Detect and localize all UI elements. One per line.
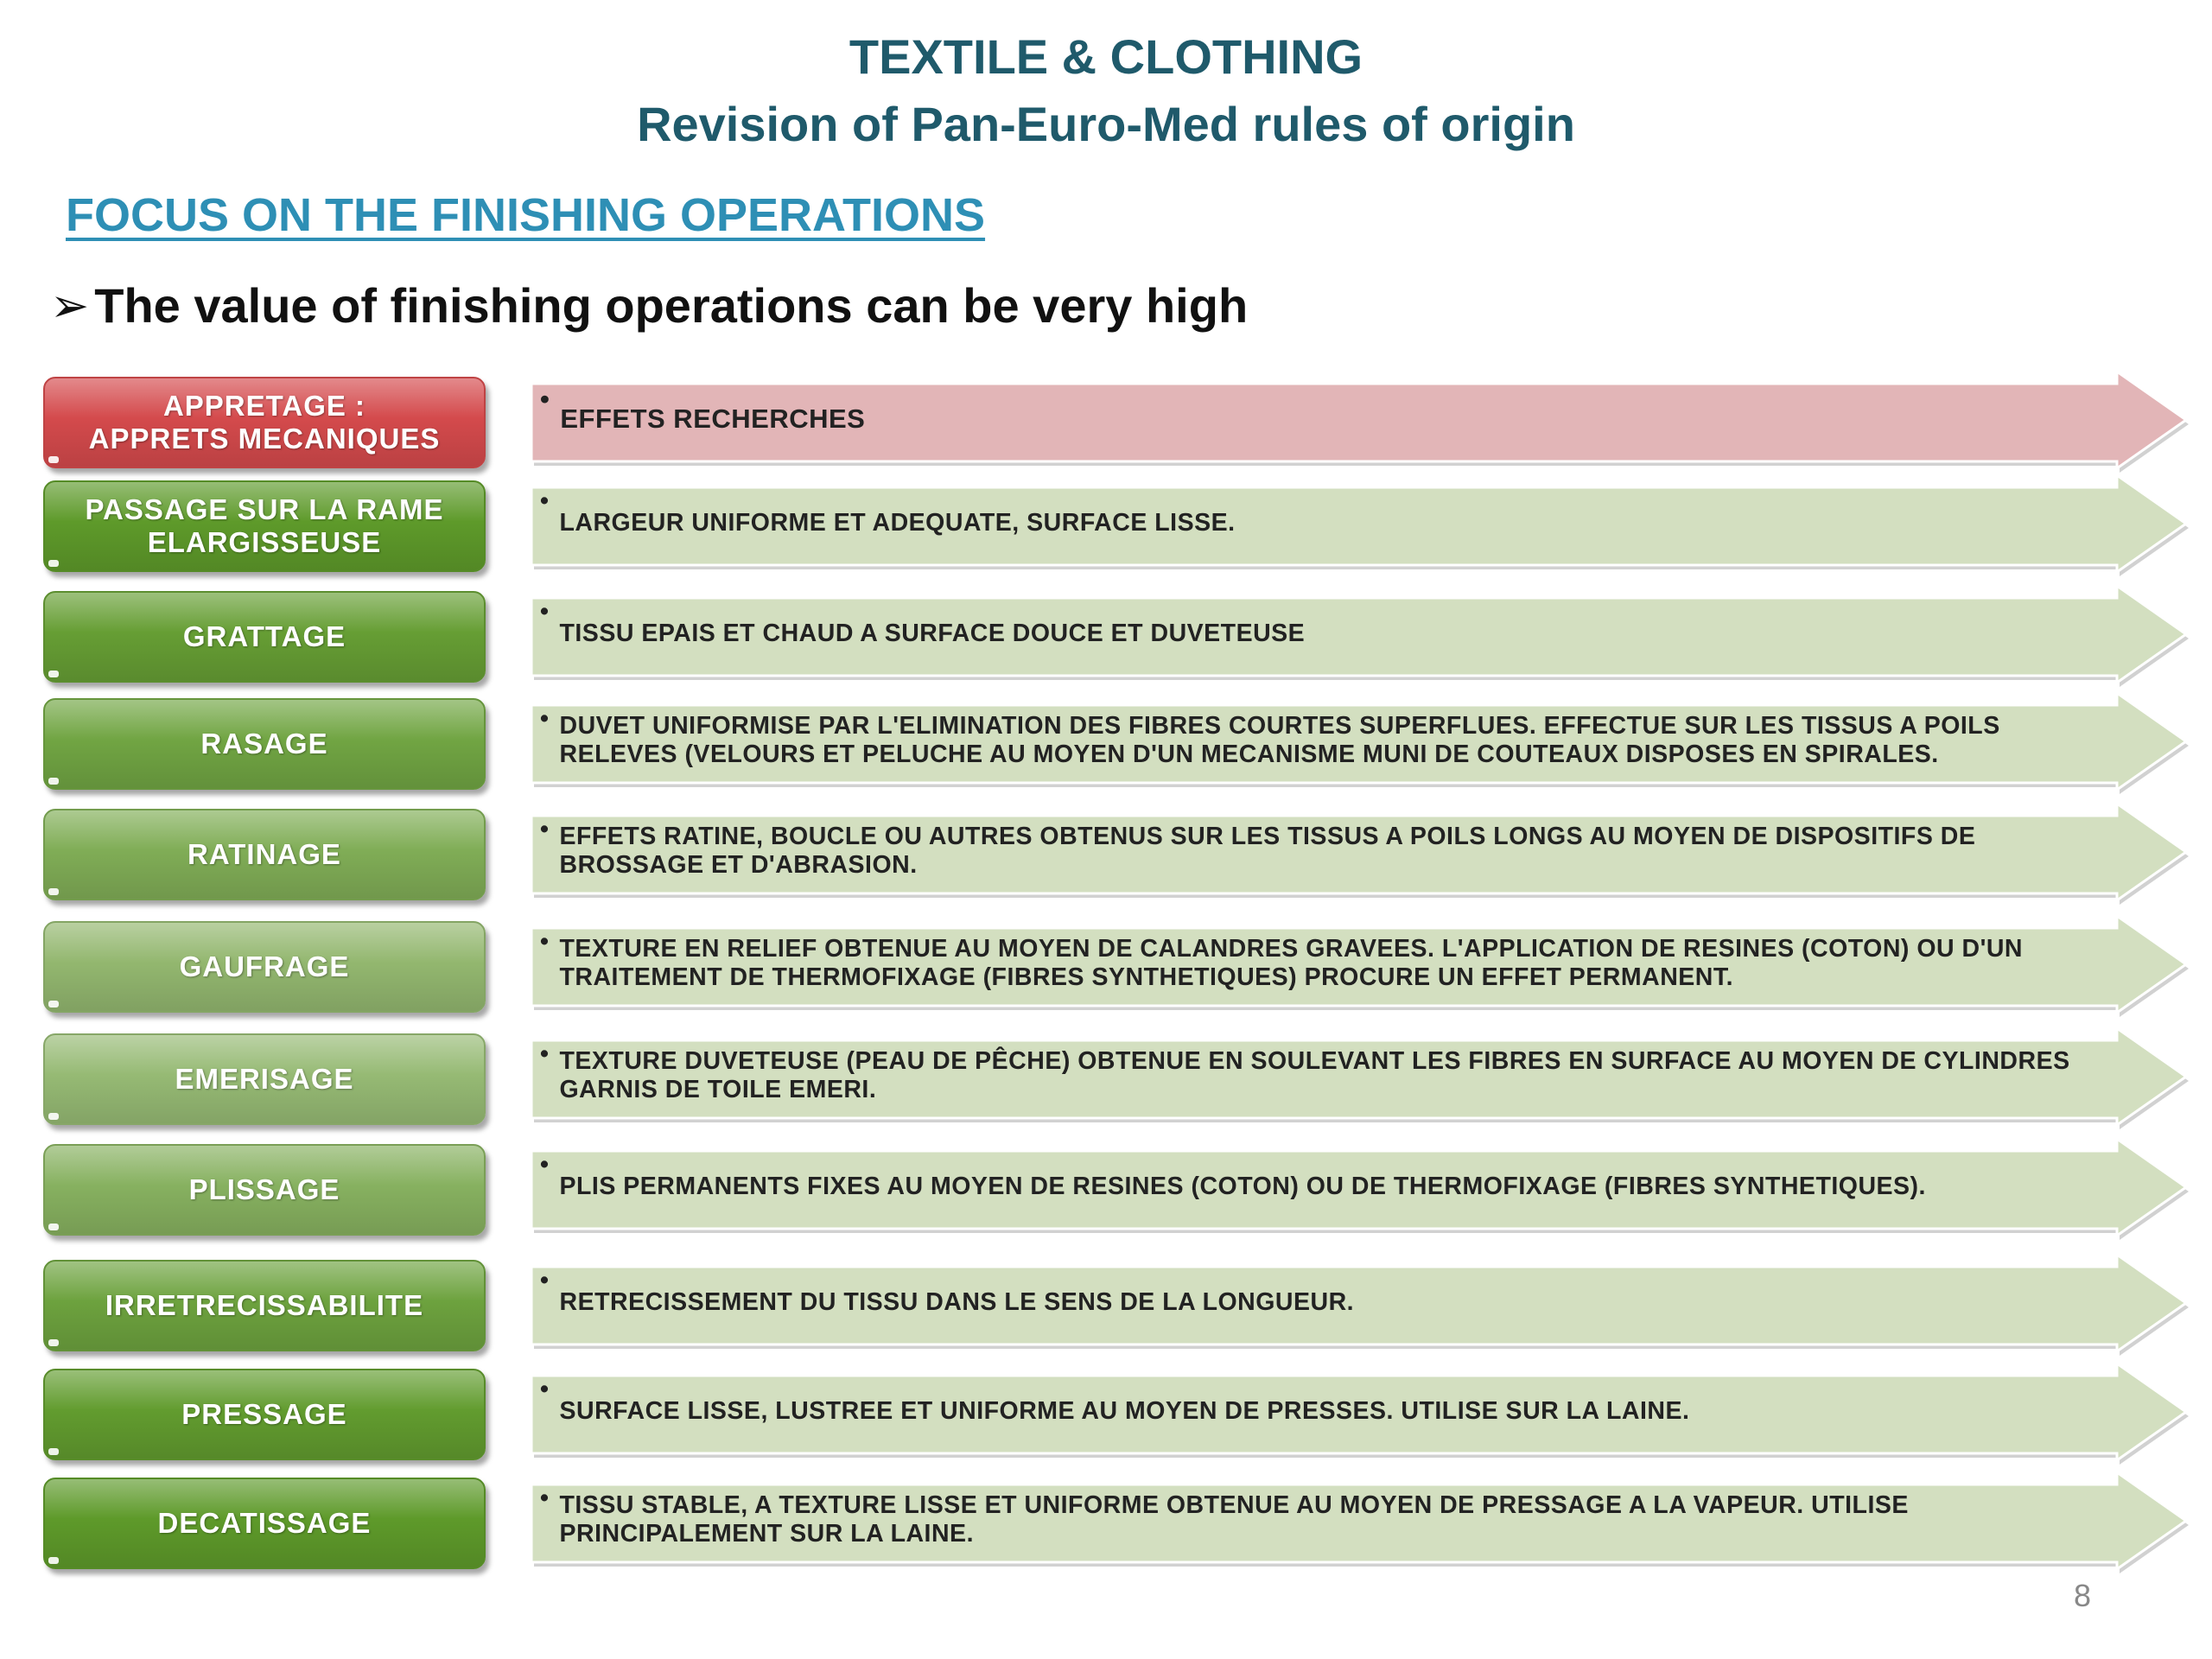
operation-label: DECATISSAGE: [157, 1507, 372, 1540]
operation-description-text: DUVET UNIFORMISE PAR L'ELIMINATION DES FIBRES COURTES SUPERFLUES. EFFECTUE SUR LES TISSUS A POILS RELEVES (VELOURS ET PELUCHE AU MOYEN D'UN MECANISME MUNI DE COUTEAUX DISPOSES EN SPIRALES.: [559, 712, 2000, 768]
operation-description-text: PLIS PERMANENTS FIXES AU MOYEN DE RESINES (COTON) OU DE THERMOFIXAGE (FIBRES SYNTHETIQUES).: [559, 1172, 1926, 1200]
operation-description-text: LARGEUR UNIFORME ET ADEQUATE, SURFACE LISSE.: [559, 508, 1236, 537]
operation-description-text: EFFETS RECHERCHES: [560, 404, 866, 435]
page-number: 8: [2073, 1578, 2091, 1613]
slide-subtitle: Revision of Pan-Euro-Med rules of origin: [637, 97, 1575, 151]
section-heading: FOCUS ON THE FINISHING OPERATIONS: [66, 189, 986, 241]
operation-label: RASAGE: [200, 728, 328, 760]
slide-title: TEXTILE & CLOTHING: [849, 29, 1363, 84]
operation-description: [540, 1376, 2113, 1446]
operation-label: PLISSAGE: [188, 1173, 340, 1206]
operation-label: GRATTAGE: [182, 620, 346, 653]
operation-description-text: TISSU EPAIS ET CHAUD A SURFACE DOUCE ET DUVETEUSE: [559, 619, 1306, 647]
operation-description-text: EFFETS RATINE, BOUCLE OU AUTRES OBTENUS SUR LES TISSUS A POILS LONGS AU MOYEN DE DISPOSITIFS DE BROSSAGE ET D'ABRASION.: [559, 823, 1976, 879]
bullet-icon: •: [540, 928, 550, 956]
operation-label-box: [43, 377, 486, 468]
operation-description-text: SURFACE LISSE, LUSTREE ET UNIFORME AU MOYEN DE PRESSES. UTILISE SUR LA LAINE.: [559, 1396, 1690, 1425]
operation-label-box: [43, 1260, 486, 1351]
operation-description: [540, 598, 2113, 669]
bullet-icon: •: [540, 1040, 550, 1068]
arrow-bullet-icon: ➢: [50, 280, 90, 332]
operation-label-box: [43, 698, 486, 790]
operation-label-box: [43, 1144, 486, 1236]
bullet-icon: •: [540, 1484, 550, 1512]
bullet-icon: •: [540, 705, 550, 733]
operation-description: [540, 1267, 2113, 1338]
operation-description-text: TEXTURE DUVETEUSE (PEAU DE PÊCHE) OBTENUE EN SOULEVANT LES FIBRES EN SURFACE AU MOYEN DE CYLINDRES GARNIS DE TOILE EMERI.: [559, 1047, 2070, 1103]
bullet-icon: •: [540, 487, 550, 515]
operation-description: [540, 487, 2113, 558]
operation-label: GAUFRAGE: [179, 950, 350, 983]
operation-description-text: TEXTURE EN RELIEF OBTENUE AU MOYEN DE CALANDRES GRAVEES. L'APPLICATION DE RESINES (COTON) OU D'UN TRAITEMENT DE THERMOFIXAGE (FIBRES SYNTHETIQUES) PROCURE UN EFFET PERMANENT.: [559, 935, 2024, 991]
operation-label-box: [43, 809, 486, 900]
operation-description: [540, 816, 2113, 887]
operation-label-box: [43, 591, 486, 683]
bullet-icon: •: [540, 1151, 550, 1179]
operation-description-text: RETRECISSEMENT DU TISSU DANS LE SENS DE LA LONGUEUR.: [559, 1287, 1355, 1316]
operation-description: [540, 1484, 2113, 1555]
operation-description: [540, 1040, 2113, 1111]
operation-description: [540, 928, 2113, 999]
operation-label: EMERISAGE: [175, 1063, 354, 1096]
operation-description-text: TISSU STABLE, A TEXTURE LISSE ET UNIFORME OBTENUE AU MOYEN DE PRESSAGE A LA VAPEUR. UTILISE PRINCIPALEMENT SUR LA LAINE.: [559, 1491, 1909, 1548]
operation-description: [540, 384, 2113, 454]
operation-label: RATINAGE: [188, 838, 341, 871]
operation-label-box: [43, 1033, 486, 1125]
operation-description: [540, 1151, 2113, 1222]
bullet-icon: •: [540, 816, 550, 843]
operation-description: [540, 705, 2113, 776]
operation-label-box: [43, 480, 486, 572]
operation-label-box: [43, 1369, 486, 1460]
bullet-icon: •: [540, 384, 550, 414]
lead-text: The value of finishing operations can be very high: [94, 278, 1249, 333]
operation-label: IRRETRECISSABILITE: [105, 1289, 424, 1322]
operation-label-box: [43, 1478, 486, 1569]
operation-label: PRESSAGE: [181, 1398, 347, 1431]
operation-label: APPRETAGE : APPRETS MECANIQUES: [88, 390, 441, 454]
operation-label: PASSAGE SUR LA RAME ELARGISSEUSE: [85, 493, 444, 558]
bullet-icon: •: [540, 1376, 550, 1403]
bullet-icon: •: [540, 598, 550, 626]
operation-label-box: [43, 921, 486, 1013]
bullet-icon: •: [540, 1267, 550, 1294]
